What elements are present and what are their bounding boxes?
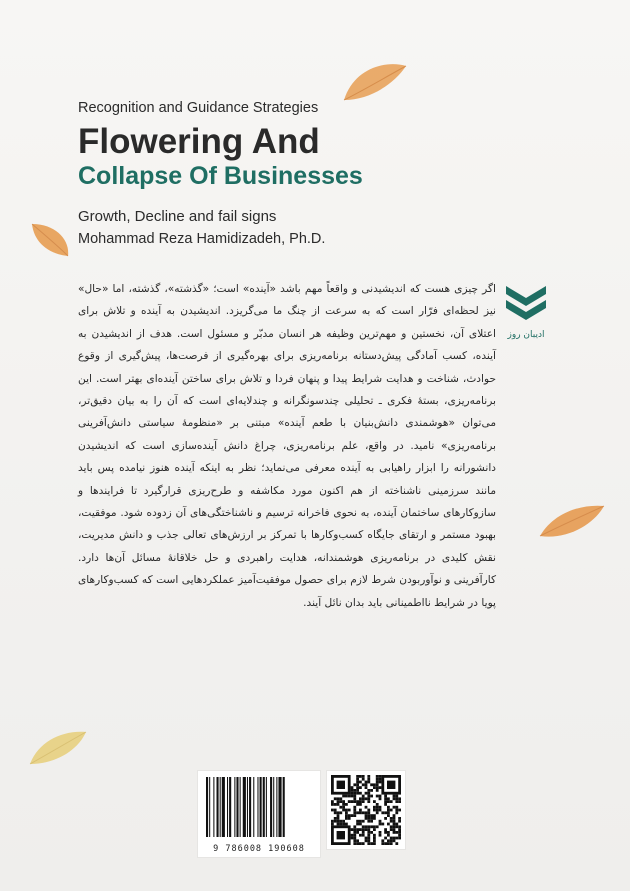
series-label: Recognition and Guidance Strategies (78, 100, 319, 116)
qr-code-icon (327, 771, 405, 849)
cover-blurb: اگر چیزی هست که اندیشیدنی و واقعاً مهم باشد «آینده» است؛ «گذشته»، گذشته، اما «حال» نیز لحظه‌ای فرّار است که به سرعت از چنگ ما می‌گریزد. اندیشیدن به آینده و تلاش برای اعتلای آن، نخستین و مهم‌ترین وظیفه هر انسان مدبّر و مسئول است. هدف از اندیشیدن به آینده، کسب آمادگی پیش‌دستانه برنامه‌ریزی برای بهره‌گیری از فرصت‌ها، پیش‌گیری از وقوع حوادث، شناخت و هدایت شرایط پیدا و پنهان فردا و تلاش برای ساختن آینده‌ای بهتر است. این برنامه‌ریزی، بستهٔ فکری ـ تحلیلی چندسونگرانه و چندلایه‌ای است که آن را به بیان دقیق‌تر، می‌توان «هوشمندی دانش‌بنیان با طعم آینده» مبتنی بر «منظومهٔ سیاستی دانش‌آفرینی برنامه‌ریزی» نامید. در واقع، علم برنامه‌ریزی، چراغ دانش آینده‌سازی است که اندیشیدن دانشورانه را ابزار راهیابی به آینده معرفی می‌نماید؛ نظر به اینکه آینده هنوز نیامده پس باید مانند سرزمینی ناشناخته از هم اکنون مورد مکاشفه و طرح‌ریزی قرارگیرد تا فرایندها و سازوکارهای ساختمان آینده، به نحوی فاخرانه ترسیم و ناشناختگی‌های آن زدوده شود. موفقیت، بهبود مستمر و ارتقای جایگاه کسب‌وکارها با تمرکز بر ارزش‌های تعالی جذب و دانش مدیریت، نقش کلیدی در برنامه‌ریزی هوشمندانه، هدایت راهبردی و حل خلاقانهٔ مسائل آن‌ها دارد. کارآفرینی و نوآوربودن شرط لازم برای حصول موفقیت‌آمیز عملکردهایی است که کسب‌وکارهای پویا در شرایط نااطمینانی باید بدان نائل آیند. (78, 283, 496, 609)
petal-top-icon (340, 60, 410, 104)
isbn-number: 9 786008 190608 (213, 844, 305, 854)
qr-code (326, 770, 406, 850)
publisher-logo (502, 280, 550, 340)
book-title: Flowering And (78, 122, 320, 161)
petal-right-icon (538, 502, 606, 542)
author-name: Mohammad Reza Hamidizadeh, Ph.D. (78, 231, 326, 248)
book-title-secondary: Collapse Of Businesses (78, 161, 363, 190)
publisher-name: ادیبان روز (507, 330, 545, 340)
petal-bottom-icon (28, 728, 88, 768)
isbn-barcode (197, 770, 321, 858)
book-subtitle: Growth, Decline and fail signs (78, 208, 277, 226)
chevron-stack-icon (502, 280, 550, 324)
barcode-icon (206, 777, 312, 839)
cover-header (78, 100, 498, 247)
petal-left-icon (28, 220, 72, 260)
